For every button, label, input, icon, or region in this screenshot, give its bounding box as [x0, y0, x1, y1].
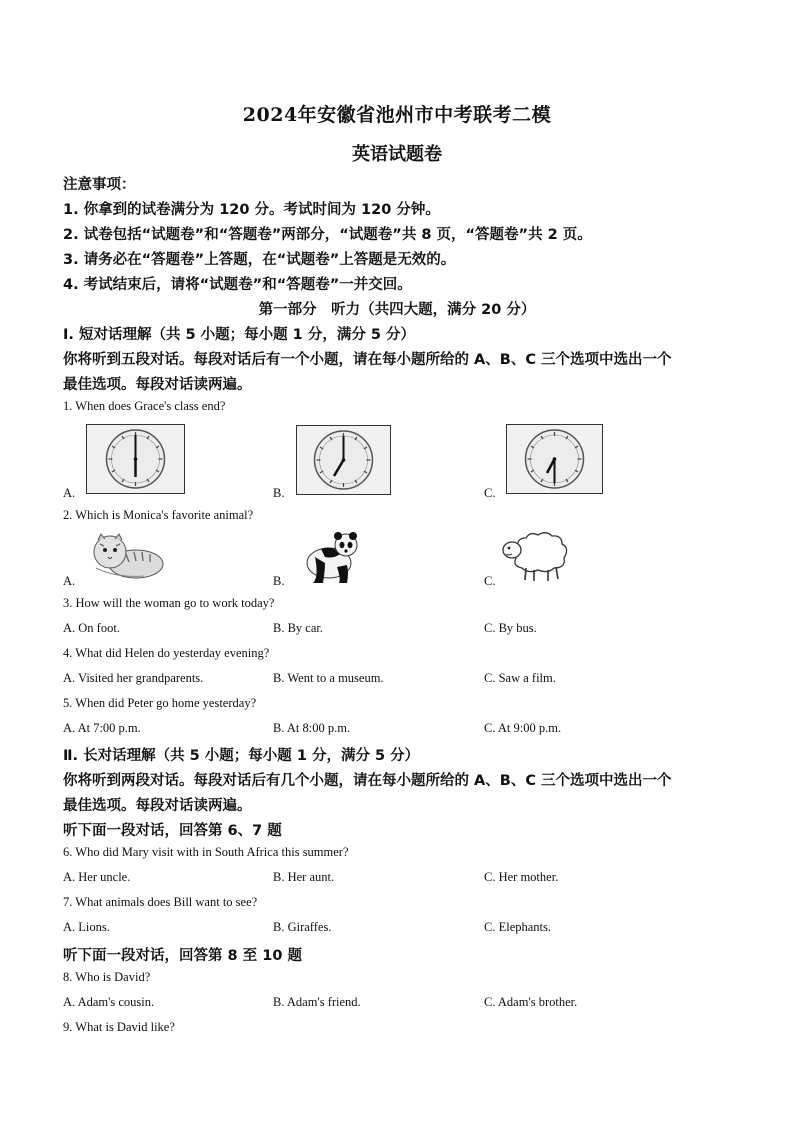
section2-title: Ⅱ. 长对话理解（共 5 小题；每小题 1 分，满分 5 分）	[63, 748, 420, 764]
q3-option-a: A. On foot.	[63, 621, 120, 635]
sheep-icon	[500, 528, 576, 584]
q5-option-b: B. At 8:00 p.m.	[273, 721, 351, 735]
q5-option-c: C. At 9:00 p.m.	[484, 721, 562, 735]
notice-heading: 注意事项：	[63, 177, 136, 193]
q8-option-c: C. Adam's brother.	[484, 995, 578, 1009]
exam-subtitle: 英语试题卷	[352, 144, 442, 165]
q6-option-b: B. Her aunt.	[273, 870, 335, 884]
clock-7-00	[296, 425, 391, 495]
q2-option-b: B.	[273, 574, 285, 588]
question-3: 3. How will the woman go to work today?	[63, 596, 275, 610]
notice-item-4: 4. 考试结束后，请将“试题卷”和“答题卷”一并交回。	[63, 277, 412, 293]
q3-option-b: B. By car.	[273, 621, 323, 635]
q8-option-b: B. Adam's friend.	[273, 995, 361, 1009]
notice-item-3: 3. 请务必在“答题卷”上答题，在“试题卷”上答题是无效的。	[63, 252, 456, 268]
panda-icon	[291, 527, 359, 585]
clock-7-30	[506, 424, 603, 494]
section1-instruction-2: 最佳选项。每段对话读两遍。	[63, 377, 252, 393]
q1-option-c: C.	[484, 486, 496, 500]
q3-option-c: C. By bus.	[484, 621, 537, 635]
q1-option-a: A.	[63, 486, 76, 500]
tiger-icon	[86, 528, 168, 584]
question-4: 4. What did Helen do yesterday evening?	[63, 646, 270, 660]
question-1: 1. When does Grace's class end?	[63, 399, 226, 413]
section2-instruction-1: 你将听到两段对话。每段对话后有几个小题，请在每小题所给的 A、B、C 三个选项中选出一个	[63, 773, 672, 789]
q6-option-c: C. Her mother.	[484, 870, 559, 884]
dialogue-group-1: 听下面一段对话，回答第 6、7 题	[63, 823, 282, 839]
q2-option-a: A.	[63, 574, 76, 588]
question-8: 8. Who is David?	[63, 970, 151, 984]
q4-option-c: C. Saw a film.	[484, 671, 556, 685]
question-2: 2. Which is Monica's favorite animal?	[63, 508, 254, 522]
q6-option-a: A. Her uncle.	[63, 870, 131, 884]
q7-option-a: A. Lions.	[63, 920, 110, 934]
notice-item-2: 2. 试卷包括“试题卷”和“答题卷”两部分，“试题卷”共 8 页，“答题卷”共 2 页。	[63, 227, 592, 243]
q7-option-c: C. Elephants.	[484, 920, 552, 934]
section1-title: Ⅰ. 短对话理解（共 5 小题；每小题 1 分，满分 5 分）	[63, 327, 416, 343]
q7-option-b: B. Giraffes.	[273, 920, 332, 934]
q8-option-a: A. Adam's cousin.	[63, 995, 155, 1009]
section1-instruction-1: 你将听到五段对话。每段对话后有一个小题，请在每小题所给的 A、B、C 三个选项中选出一个	[63, 352, 672, 368]
section2-instruction-2: 最佳选项。每段对话读两遍。	[63, 798, 252, 814]
question-7: 7. What animals does Bill want to see?	[63, 895, 258, 909]
part1-title: 第一部分 听力（共四大题，满分 20 分）	[258, 302, 536, 318]
question-6: 6. Who did Mary visit with in South Africa this summer?	[63, 845, 349, 859]
q2-option-c: C.	[484, 574, 496, 588]
q1-option-b: B.	[273, 486, 285, 500]
question-9: 9. What is David like?	[63, 1020, 175, 1034]
exam-title: 2024年安徽省池州市中考联考二模	[242, 104, 552, 126]
q4-option-b: B. Went to a museum.	[273, 671, 384, 685]
notice-item-1: 1. 你拿到的试卷满分为 120 分。考试时间为 120 分钟。	[63, 202, 440, 218]
q4-option-a: A. Visited her grandparents.	[63, 671, 204, 685]
question-5: 5. When did Peter go home yesterday?	[63, 696, 257, 710]
q5-option-a: A. At 7:00 p.m.	[63, 721, 141, 735]
dialogue-group-2: 听下面一段对话，回答第 8 至 10 题	[63, 948, 302, 964]
clock-6-00	[86, 424, 185, 494]
